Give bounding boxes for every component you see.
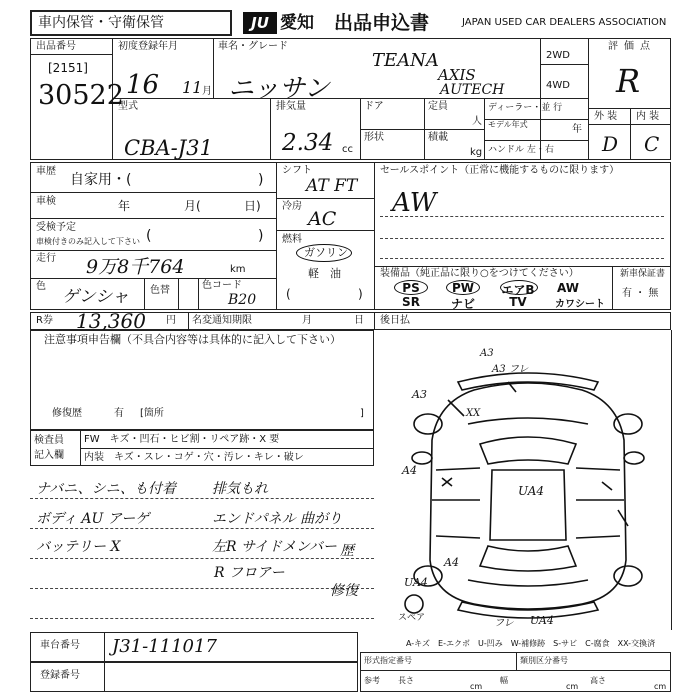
dealer-label: ディーラー・並 行 bbox=[488, 103, 563, 113]
inspector-label1: 検査員 bbox=[34, 435, 64, 446]
chassis-label: 車台番号 bbox=[40, 640, 80, 651]
storage-note: 車内保管・守衛保管 bbox=[38, 15, 164, 31]
recycle-label: R券 bbox=[36, 315, 53, 326]
rating-score: R bbox=[616, 62, 641, 100]
note-left-2: ボディ AU アーゲ bbox=[36, 511, 150, 527]
ju-logo: JU bbox=[243, 12, 277, 34]
history-value: 自家用・( bbox=[70, 172, 132, 188]
org-name: 愛知 bbox=[280, 13, 314, 33]
shape-label: 形状 bbox=[364, 132, 384, 143]
recycle-unit: 円 bbox=[166, 315, 176, 326]
equip-pw: PW bbox=[451, 281, 475, 295]
inspector-label2: 記入欄 bbox=[34, 450, 64, 461]
mark-xx: XX bbox=[466, 408, 481, 419]
sales-point-label: セールスポイント（正常に機能するものに限ります） bbox=[380, 165, 620, 176]
note-extra: 歴 bbox=[340, 543, 354, 559]
fuel-paren-open: ( bbox=[286, 287, 291, 301]
load-unit: kg bbox=[470, 147, 483, 158]
note-right-4: R フロアー bbox=[214, 565, 285, 581]
note-right-1: 排気もれ bbox=[212, 481, 268, 497]
door-label: ドア bbox=[364, 101, 384, 112]
registration-label: 初度登録年月 bbox=[118, 41, 178, 52]
width-label: 幅 bbox=[500, 676, 508, 685]
mark-fure-top: A3 フレ bbox=[492, 364, 529, 375]
length-unit: cm bbox=[470, 682, 483, 691]
fuel-label: 燃料 bbox=[282, 234, 302, 245]
registration-month-unit: 月 bbox=[202, 86, 212, 97]
color-code-label: 色コード bbox=[202, 280, 242, 291]
equip-ps: PS bbox=[402, 281, 420, 295]
mark-a4-left: A4 bbox=[402, 464, 417, 477]
color-code-value: B20 bbox=[228, 292, 257, 308]
model-year-unit: 年 bbox=[572, 124, 582, 135]
note-right-5: 修復 bbox=[330, 583, 358, 599]
fuel-diesel: 軽 油 bbox=[308, 267, 341, 280]
equip-aw: AW bbox=[557, 281, 579, 295]
color-value: ゲンシャ bbox=[62, 287, 129, 307]
vehicle-grade-line1: AXIS bbox=[438, 66, 476, 84]
lot-code: [2151] bbox=[48, 61, 88, 75]
mark-a3-top: A3 bbox=[480, 348, 494, 359]
mileage-value: 9万8千764 bbox=[86, 256, 185, 278]
equip-tv: TV bbox=[509, 295, 527, 309]
note-right-2: エンドパネル 曲がり bbox=[212, 511, 343, 527]
mark-fure-bottom: フレ bbox=[494, 618, 514, 629]
color-swap-label: 色替 bbox=[150, 285, 170, 296]
repair-label: 修復歴 bbox=[52, 408, 82, 419]
equip-sr: SR bbox=[402, 295, 420, 309]
vehicle-model: TEANA bbox=[372, 50, 439, 71]
repair-close: ] bbox=[360, 408, 364, 419]
lot-number: 30522 bbox=[38, 80, 124, 111]
rating-label: 評価点 bbox=[608, 41, 656, 52]
mark-a4-rear: A4 bbox=[444, 556, 459, 569]
fuel-value: ガソリン bbox=[304, 246, 348, 259]
pw-circle bbox=[446, 280, 480, 295]
type-value: CBA-J31 bbox=[124, 136, 213, 160]
interior-value: C bbox=[644, 132, 660, 156]
mileage-label: 走行 bbox=[36, 253, 56, 264]
exterior-label: 外 装 bbox=[594, 111, 618, 122]
diagram-legend: A-キズ E-エクボ U-凹み W-補修跡 S-サビ C-腐食 XX-交換済 bbox=[406, 639, 656, 648]
history-close: ) bbox=[258, 172, 264, 188]
registration-month: 11 bbox=[182, 78, 203, 97]
inspection-month: 月( bbox=[184, 199, 201, 213]
mark-ua4-rear: UA4 bbox=[404, 576, 428, 589]
vehicle-name-label: 車名・グレード bbox=[218, 41, 288, 52]
capacity-label: 定員 bbox=[428, 101, 448, 112]
equip-airbag: エアB bbox=[501, 283, 535, 297]
ac-label: 冷房 bbox=[282, 201, 302, 212]
note-right-3: 左R サイドメンバー bbox=[212, 539, 337, 555]
mark-a3-left: A3 bbox=[412, 388, 427, 401]
chassis-value: J31-111017 bbox=[112, 636, 217, 657]
mark-ua4-center: UA4 bbox=[518, 484, 545, 498]
displacement-label: 排気量 bbox=[276, 101, 306, 112]
repair-place: [箇所 bbox=[140, 408, 164, 419]
drive-2wd: 2WD bbox=[546, 50, 570, 61]
mileage-unit: km bbox=[230, 264, 246, 275]
airbag-circle bbox=[500, 280, 538, 295]
type-label: 型式 bbox=[118, 101, 138, 112]
registration-year: 16 bbox=[126, 70, 160, 100]
reception-label: 受検予定 bbox=[36, 222, 76, 233]
inspection-year: 年 bbox=[118, 199, 131, 213]
history-label: 車歴 bbox=[36, 166, 56, 177]
recycle-value: 13,360 bbox=[76, 309, 146, 333]
after-pay-label: 後日払 bbox=[380, 315, 410, 326]
height-label: 高さ bbox=[590, 676, 606, 685]
notes-label: 注意事項申告欄（不具合内容等は具体的に記入して下さい） bbox=[44, 333, 341, 346]
load-label: 積載 bbox=[428, 132, 448, 143]
inspection-label: 車検 bbox=[36, 196, 56, 207]
reception-close: ) bbox=[258, 228, 264, 244]
exterior-value: D bbox=[602, 132, 619, 156]
ac-value: AC bbox=[308, 208, 337, 230]
width-unit: cm bbox=[566, 682, 579, 691]
shift-label: シフト bbox=[282, 165, 312, 176]
drive-4wd: 4WD bbox=[546, 80, 570, 91]
association-name: JAPAN USED CAR DEALERS ASSOCIATION bbox=[462, 17, 667, 28]
displacement-unit: cc bbox=[342, 144, 353, 155]
inspector-row1: FW キズ・凹石・ヒビ割・リペア跡・X 要 bbox=[84, 434, 280, 445]
capacity-unit: 人 bbox=[472, 116, 482, 127]
repair-value: 有 bbox=[114, 408, 124, 419]
ref-label: 参考 bbox=[364, 676, 380, 685]
handle-label: ハンドル 左・右 bbox=[488, 145, 554, 155]
reg-label: 登録番号 bbox=[40, 670, 80, 681]
deadline-label: 名変通知期限 bbox=[192, 315, 252, 326]
length-label: 長さ bbox=[398, 676, 414, 685]
fuel-paren-close: ) bbox=[358, 287, 363, 301]
mark-ua4-bottom: UA4 bbox=[530, 614, 554, 627]
deadline-day: 日 bbox=[354, 315, 364, 326]
equipment-label: 装備品（純正品に限り○をつけてください） bbox=[380, 268, 579, 279]
note-left-1: ナバニ、シニ、も付着 bbox=[36, 481, 176, 497]
inspector-row2: 内装 キズ・スレ・コゲ・穴・汚レ・キレ・破レ bbox=[84, 452, 304, 463]
warranty-options: 有 ・ 無 bbox=[622, 288, 659, 299]
equip-navi: ナビ bbox=[450, 297, 475, 311]
model-year-label: モデル年式 bbox=[488, 120, 528, 129]
color-label: 色 bbox=[36, 281, 46, 292]
listing-number-label: 出品番号 bbox=[36, 41, 76, 52]
interior-label: 内 装 bbox=[636, 111, 660, 122]
shift-value: AT FT bbox=[306, 176, 358, 196]
sales-point-value: AW bbox=[392, 188, 437, 218]
deadline-month: 月 bbox=[302, 315, 312, 326]
ps-circle bbox=[394, 280, 428, 295]
form-number-label: 形式指定番号 bbox=[364, 656, 412, 665]
displacement-value: 2.34 bbox=[282, 130, 334, 156]
height-unit: cm bbox=[654, 682, 667, 691]
vehicle-grade-line2: AUTECH bbox=[440, 82, 505, 98]
reception-note: 車検付きのみ記入して下さい bbox=[36, 237, 140, 246]
note-left-3: バッテリー X bbox=[36, 539, 121, 555]
reception-paren: ( bbox=[146, 228, 152, 244]
category-label: 類別区分番号 bbox=[520, 656, 568, 665]
equip-leather: カワシート bbox=[555, 299, 605, 310]
warranty-label: 新車保証書 bbox=[620, 269, 666, 279]
spare-label: スペア bbox=[398, 613, 426, 623]
inspection-day: 日) bbox=[244, 199, 261, 213]
doc-title: 出品申込書 bbox=[334, 12, 430, 34]
vehicle-maker: ニッサン bbox=[228, 74, 330, 104]
